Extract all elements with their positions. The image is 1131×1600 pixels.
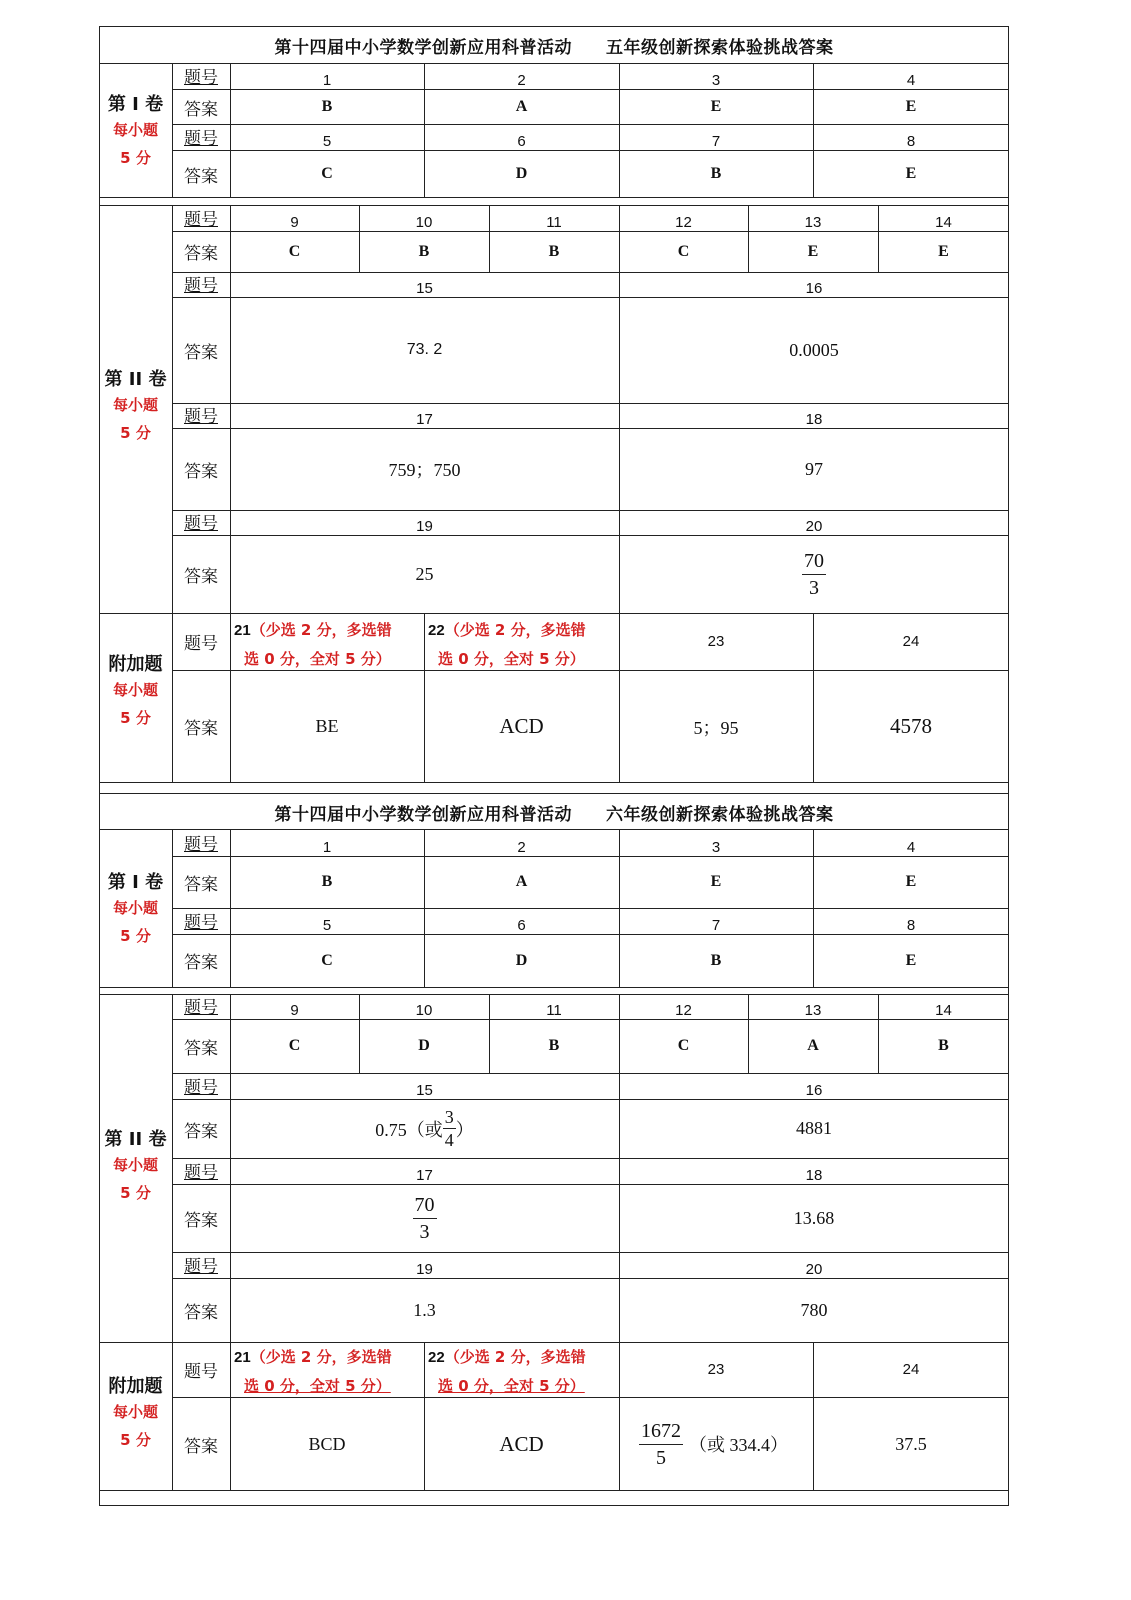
grade6-title bbox=[99, 794, 1009, 830]
question-number: 1 bbox=[322, 839, 332, 856]
scoring-note: （少选 2 分，多选错 bbox=[444, 621, 586, 639]
question-number: 7 bbox=[711, 917, 721, 934]
answer-label: 答案 bbox=[184, 342, 218, 363]
qno-label: 题号 bbox=[184, 1078, 218, 1098]
qno-label: 题号 bbox=[184, 634, 218, 654]
fraction-denominator: 5 bbox=[656, 1446, 666, 1469]
answer-value: C bbox=[321, 951, 333, 969]
answer-value: C bbox=[321, 165, 333, 182]
scoring-note: 选 0 分，全对 5 分） bbox=[438, 1377, 585, 1395]
question-22-note bbox=[424, 613, 619, 670]
answer-value: B bbox=[710, 951, 722, 969]
grade6-vol1-label bbox=[99, 829, 172, 987]
answer-mixed bbox=[230, 1099, 619, 1158]
question-number: 12 bbox=[675, 1002, 692, 1019]
bonus-title: 附加题 bbox=[108, 1376, 163, 1397]
answer-value: B bbox=[418, 242, 430, 260]
fraction-numerator: 3 bbox=[444, 1107, 454, 1127]
points-label: 5 分 bbox=[120, 149, 151, 167]
answer-label: 答案 bbox=[184, 461, 218, 482]
question-number: 21 bbox=[234, 622, 251, 639]
divider bbox=[99, 987, 1009, 988]
grade5-vol2-label bbox=[99, 365, 172, 455]
answer-value: 25 bbox=[415, 563, 434, 584]
grade6-title-right: 六年级创新探索体验挑战答案 bbox=[606, 804, 834, 825]
fraction-denominator: 3 bbox=[809, 576, 819, 599]
question-number: 10 bbox=[415, 214, 433, 231]
question-number: 22 bbox=[428, 622, 445, 639]
question-number: 8 bbox=[906, 133, 916, 150]
question-number: 23 bbox=[707, 633, 725, 650]
answer-value: ACD bbox=[499, 714, 544, 738]
qno-label: 题号 bbox=[184, 210, 218, 230]
answer-value: 37.5 bbox=[895, 1433, 927, 1454]
scoring-note: （少选 2 分，多选错 bbox=[250, 1348, 392, 1366]
question-number: 15 bbox=[416, 1082, 433, 1099]
answer-label: 答案 bbox=[184, 1038, 218, 1059]
question-number: 3 bbox=[711, 72, 721, 89]
answer-label: 答案 bbox=[184, 244, 218, 264]
points-label: 5 分 bbox=[120, 424, 151, 442]
qno-label: 题号 bbox=[184, 913, 218, 933]
question-number: 5 bbox=[322, 917, 332, 934]
grade6-vol2-label bbox=[99, 1125, 172, 1215]
answer-value: E bbox=[938, 242, 949, 260]
answer-value: ACD bbox=[499, 1431, 544, 1456]
question-22-note bbox=[424, 1342, 619, 1397]
answer-alt: （或 334.4） bbox=[689, 1435, 788, 1455]
grade5-title bbox=[99, 27, 1009, 64]
answer-value: A bbox=[515, 873, 528, 890]
question-number: 18 bbox=[805, 1167, 823, 1184]
per-question-label: 每小题 bbox=[112, 1403, 158, 1421]
answer-value: B bbox=[938, 1037, 949, 1054]
qno-label: 题号 bbox=[184, 998, 218, 1018]
answer-fraction bbox=[619, 535, 1009, 613]
question-number: 16 bbox=[805, 1082, 823, 1099]
answer-value: C bbox=[677, 242, 690, 260]
answer-value-repeating-decimal bbox=[619, 297, 1009, 403]
answer-value: B bbox=[548, 1037, 560, 1054]
points-label: 5 分 bbox=[120, 1431, 151, 1449]
question-number: 7 bbox=[711, 133, 721, 150]
question-number: 17 bbox=[416, 1167, 433, 1184]
answer-value: 4881 bbox=[796, 1118, 832, 1138]
fraction-numerator: 70 bbox=[802, 548, 826, 575]
answer-value: 97 bbox=[805, 458, 823, 479]
qno-label: 题号 bbox=[184, 1362, 218, 1382]
vol2-title: 第 II 卷 bbox=[104, 1129, 167, 1150]
question-number: 16 bbox=[805, 280, 823, 297]
question-number: 14 bbox=[935, 1002, 952, 1019]
question-number: 10 bbox=[415, 1002, 433, 1019]
question-number: 4 bbox=[906, 839, 916, 856]
answer-value: C bbox=[288, 1037, 301, 1054]
question-number: 5 bbox=[322, 133, 332, 150]
per-question-label: 每小题 bbox=[112, 898, 158, 917]
question-number: 23 bbox=[707, 1361, 725, 1378]
answer-label: 答案 bbox=[184, 1436, 218, 1457]
question-number: 6 bbox=[517, 133, 526, 150]
question-number: 3 bbox=[711, 839, 721, 856]
question-number: 22 bbox=[428, 1349, 445, 1366]
per-question-label: 每小题 bbox=[112, 396, 158, 414]
question-number: 20 bbox=[805, 1261, 823, 1278]
question-number: 11 bbox=[546, 1002, 562, 1019]
answer-value: B bbox=[321, 98, 333, 115]
answer-value: BE bbox=[315, 716, 339, 736]
question-number: 24 bbox=[902, 1361, 920, 1378]
scoring-note: 选 0 分，全对 5 分） bbox=[244, 650, 391, 668]
question-number: 14 bbox=[935, 214, 952, 231]
answer-value: E bbox=[710, 98, 722, 115]
answer-label: 答案 bbox=[184, 874, 218, 895]
answer-value: 0.0005 bbox=[789, 339, 839, 360]
answer-fraction bbox=[230, 1184, 619, 1252]
answer-value: 13.68 bbox=[793, 1207, 835, 1228]
question-number: 8 bbox=[906, 917, 916, 934]
answer-label: 答案 bbox=[184, 1302, 218, 1323]
scoring-note: 选 0 分，全对 5 分） bbox=[438, 650, 585, 668]
grade6-title-left: 第十四届中小学数学创新应用科普活动 bbox=[274, 804, 572, 825]
fraction-denominator: 3 bbox=[419, 1220, 430, 1243]
qno-label: 题号 bbox=[184, 276, 218, 296]
answer-value: C bbox=[288, 242, 301, 260]
qno-label: 题号 bbox=[184, 514, 218, 534]
answer-value: D bbox=[515, 165, 528, 182]
grade6-bonus-label bbox=[99, 1372, 172, 1467]
qno-label: 题号 bbox=[184, 1257, 218, 1277]
answer-value: 759；750 bbox=[388, 460, 461, 480]
bonus-title: 附加题 bbox=[108, 654, 163, 675]
answer-label: 答案 bbox=[184, 566, 218, 587]
answer-value: E bbox=[905, 165, 917, 182]
answer-value: 5；95 bbox=[693, 717, 739, 738]
question-number: 6 bbox=[517, 917, 526, 934]
question-number: 19 bbox=[416, 1261, 433, 1278]
answer-value: E bbox=[905, 873, 917, 890]
qno-label: 题号 bbox=[184, 407, 218, 427]
answer-value: A bbox=[515, 98, 528, 115]
scoring-note: 选 0 分，全对 5 分） bbox=[244, 1377, 391, 1395]
answer-value: BCD bbox=[308, 1433, 346, 1454]
grade5-title-right: 五年级创新探索体验挑战答案 bbox=[606, 38, 834, 58]
vol1-title: 第 I 卷 bbox=[107, 94, 164, 115]
answer-value: 4578 bbox=[890, 714, 932, 738]
answer-value: C bbox=[677, 1037, 690, 1054]
qno-label: 题号 bbox=[184, 68, 218, 88]
question-number: 12 bbox=[675, 214, 692, 231]
question-number: 17 bbox=[416, 411, 433, 428]
answer-value: 780 bbox=[800, 1299, 828, 1320]
points-label: 5 分 bbox=[120, 1184, 151, 1202]
grade5-title-left: 第十四届中小学数学创新应用科普活动 bbox=[274, 38, 572, 58]
answer-value: E bbox=[905, 951, 917, 969]
qno-label: 题号 bbox=[184, 129, 218, 149]
question-number: 20 bbox=[805, 518, 823, 535]
scoring-note: （少选 2 分，多选错 bbox=[250, 621, 392, 639]
answer-label: 答案 bbox=[184, 1122, 218, 1142]
question-number: 13 bbox=[804, 1002, 822, 1019]
question-number: 13 bbox=[804, 214, 822, 231]
question-number: 24 bbox=[902, 633, 920, 650]
answer-value: B bbox=[321, 873, 333, 890]
answer-label: 答案 bbox=[184, 719, 218, 739]
answer-value: D bbox=[418, 1037, 430, 1054]
answer-mixed bbox=[619, 1397, 813, 1491]
per-question-label: 每小题 bbox=[112, 1156, 158, 1174]
fraction-denominator: 4 bbox=[444, 1130, 454, 1150]
question-number: 19 bbox=[416, 518, 433, 535]
points-label: 5 分 bbox=[120, 709, 151, 727]
question-21-note bbox=[230, 613, 424, 670]
per-question-label: 每小题 bbox=[112, 121, 158, 139]
answer-value: 0.75（或 bbox=[375, 1119, 443, 1140]
answer-paren: ） bbox=[455, 1119, 474, 1140]
answer-value: B bbox=[548, 242, 560, 260]
qno-label: 题号 bbox=[184, 835, 218, 855]
grade5-vol1-label bbox=[99, 63, 172, 198]
question-number: 11 bbox=[546, 214, 562, 231]
question-number: 4 bbox=[906, 72, 916, 89]
points-label: 5 分 bbox=[120, 926, 151, 945]
answer-value: E bbox=[710, 873, 722, 890]
answer-label: 答案 bbox=[184, 953, 218, 973]
fraction-numerator: 70 bbox=[413, 1192, 437, 1219]
grade5-bonus-label bbox=[99, 650, 172, 745]
question-number: 1 bbox=[322, 72, 332, 89]
question-number: 9 bbox=[290, 1002, 299, 1019]
vol2-title: 第 II 卷 bbox=[104, 369, 167, 390]
question-number: 2 bbox=[517, 72, 526, 89]
answer-value: B bbox=[710, 165, 722, 182]
answer-value: 1.3 bbox=[413, 1299, 436, 1320]
qno-label: 题号 bbox=[184, 1163, 218, 1183]
question-number: 9 bbox=[290, 214, 299, 231]
answer-label: 答案 bbox=[184, 166, 218, 187]
question-number: 18 bbox=[805, 411, 823, 428]
vol1-title: 第 I 卷 bbox=[107, 871, 164, 893]
scoring-note: （少选 2 分，多选错 bbox=[444, 1348, 586, 1366]
question-number: 2 bbox=[517, 839, 526, 856]
answer-label: 答案 bbox=[184, 1210, 218, 1231]
question-21-note bbox=[230, 1342, 424, 1397]
answer-value: E bbox=[807, 242, 819, 260]
answer-value: D bbox=[515, 951, 528, 969]
answer-label: 答案 bbox=[184, 99, 218, 120]
question-number: 21 bbox=[234, 1349, 251, 1366]
answer-value: 73. 2 bbox=[406, 341, 443, 358]
answer-value: E bbox=[905, 98, 917, 115]
fraction-numerator: 1672 bbox=[639, 1418, 683, 1445]
per-question-label: 每小题 bbox=[112, 681, 158, 699]
answer-value: A bbox=[807, 1037, 819, 1054]
question-number: 15 bbox=[416, 280, 433, 297]
